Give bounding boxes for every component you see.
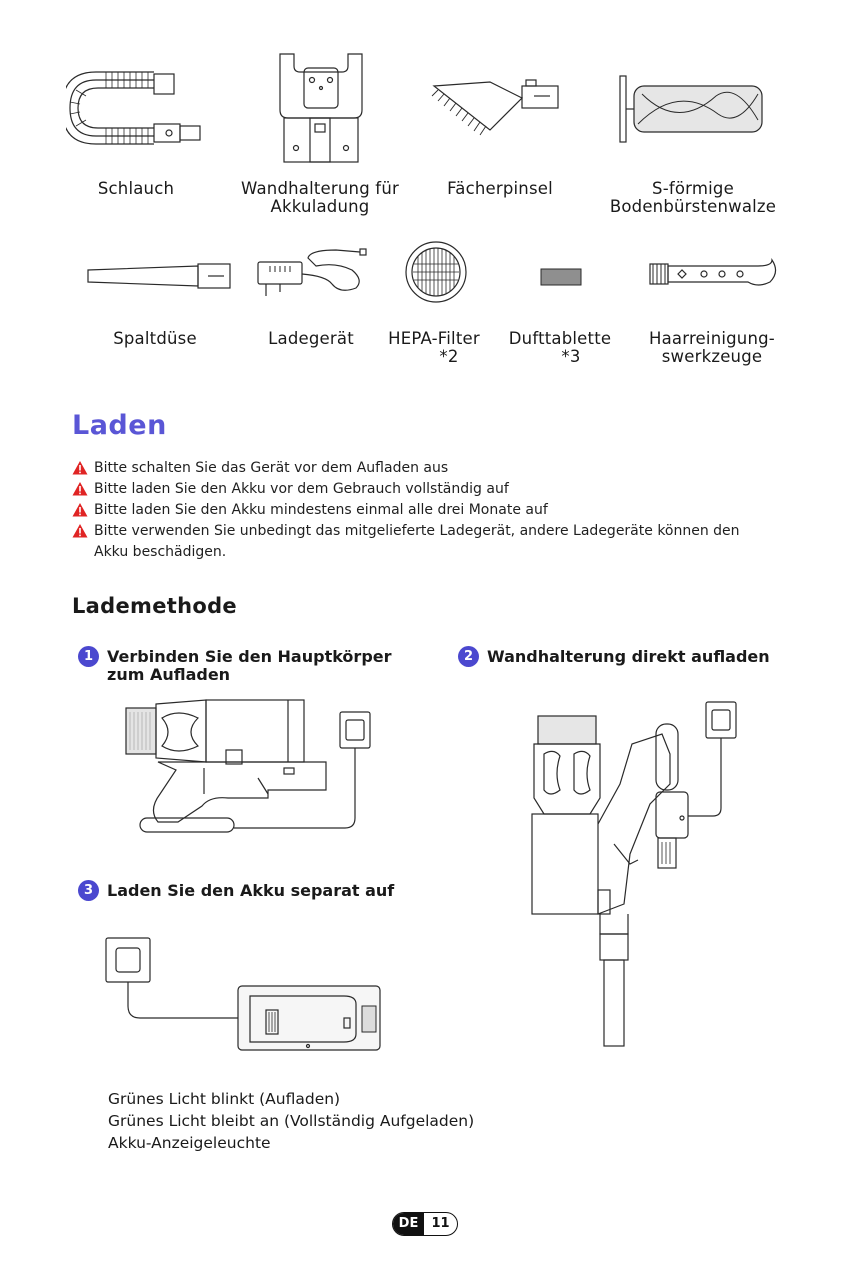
roller-brush-illustration — [618, 74, 768, 144]
crevice-nozzle-illustration — [86, 262, 234, 290]
label-line-2: *2 — [439, 347, 459, 366]
page-badge — [392, 1212, 458, 1236]
status-solid-green: Grünes Licht bleibt an (Vollständig Aufgeladen) — [108, 1112, 475, 1130]
fan-brush-illustration — [430, 76, 562, 138]
accessory-label-hair-tool — [636, 330, 788, 366]
warning-text: Bitte verwenden Sie unbedingt das mitgelieferte Ladegerät, andere Ladegeräte können den Akku beschädigen. — [94, 523, 740, 560]
label-text: Schlauch — [97, 179, 175, 198]
accessory-label-scent — [500, 330, 620, 366]
section-title: Laden — [72, 410, 167, 441]
step-text: Wandhalterung direkt aufladen — [487, 647, 770, 666]
accessory-label-wall-mount — [222, 180, 418, 216]
page-number: 11 — [431, 1216, 450, 1231]
step-number-badge: 1 — [78, 646, 99, 667]
step-number-badge: 3 — [78, 880, 99, 901]
accessory-label-crevice — [90, 330, 220, 348]
wall-mount-charging-illustration — [520, 694, 752, 1048]
step-line-1: Verbinden Sie den Hauptkörper — [107, 647, 392, 666]
label-line-1: HEPA-Filter — [388, 329, 480, 348]
label-line-1: Wandhalterung für — [241, 179, 399, 198]
accessory-label-charger — [248, 330, 374, 348]
warning-text: Bitte schalten Sie das Gerät vor dem Aufladen aus — [94, 460, 449, 476]
step-line-2: zum Aufladen — [107, 665, 231, 684]
step-1 — [78, 648, 418, 688]
warning-item — [72, 500, 772, 521]
hair-tool-illustration — [648, 258, 780, 300]
warning-item — [72, 521, 772, 563]
warning-text: Bitte laden Sie den Akku mindestens einmal alle drei Monate auf — [94, 502, 548, 518]
language-tag: DE — [393, 1213, 424, 1235]
hose-illustration — [66, 70, 216, 150]
label-line-2: Akkuladung — [270, 197, 370, 216]
accessory-label-schlauch — [76, 180, 196, 198]
label-line-1: S-förmige — [652, 179, 734, 198]
battery-charging-illustration — [104, 936, 384, 1056]
label-line-1: Haarreinigung- — [649, 329, 775, 348]
label-line-2: swerkzeuge — [661, 347, 763, 366]
warning-icon — [72, 523, 88, 539]
warning-icon — [72, 460, 88, 476]
scent-tablet-illustration — [540, 268, 582, 286]
label-line-2: *3 — [561, 347, 581, 366]
step-3 — [78, 882, 418, 902]
accessory-label-fan-brush — [430, 180, 570, 198]
charger-illustration — [256, 248, 368, 304]
step-number-badge: 2 — [458, 646, 479, 667]
step-2 — [458, 648, 798, 668]
label-text: Spaltdüse — [113, 329, 197, 348]
warning-icon — [72, 481, 88, 497]
status-legend — [108, 1088, 474, 1154]
step-text — [107, 648, 392, 684]
label-line-1: Dufttablette — [508, 329, 612, 348]
warning-item — [72, 458, 772, 479]
status-blinking-green: Grünes Licht blinkt (Aufladen) — [108, 1090, 341, 1108]
label-line-2: Bodenbürstenwalze — [609, 197, 777, 216]
accessory-label-hepa — [378, 330, 490, 366]
step-text: Laden Sie den Akku separat auf — [107, 881, 395, 900]
warning-text: Bitte laden Sie den Akku vor dem Gebrauch vollständig auf — [94, 481, 509, 497]
label-text: Ladegerät — [268, 329, 354, 348]
status-indicator: Akku-Anzeigeleuchte — [108, 1134, 271, 1152]
method-title: Lademethode — [72, 594, 237, 618]
wall-mount-illustration — [278, 52, 364, 164]
warning-item — [72, 479, 772, 500]
main-body-charging-illustration — [118, 698, 388, 842]
accessory-label-roller-brush — [598, 180, 788, 216]
label-text: Fächerpinsel — [447, 179, 553, 198]
warning-list — [72, 458, 772, 563]
hepa-filter-illustration — [404, 240, 468, 304]
warning-icon — [72, 502, 88, 518]
